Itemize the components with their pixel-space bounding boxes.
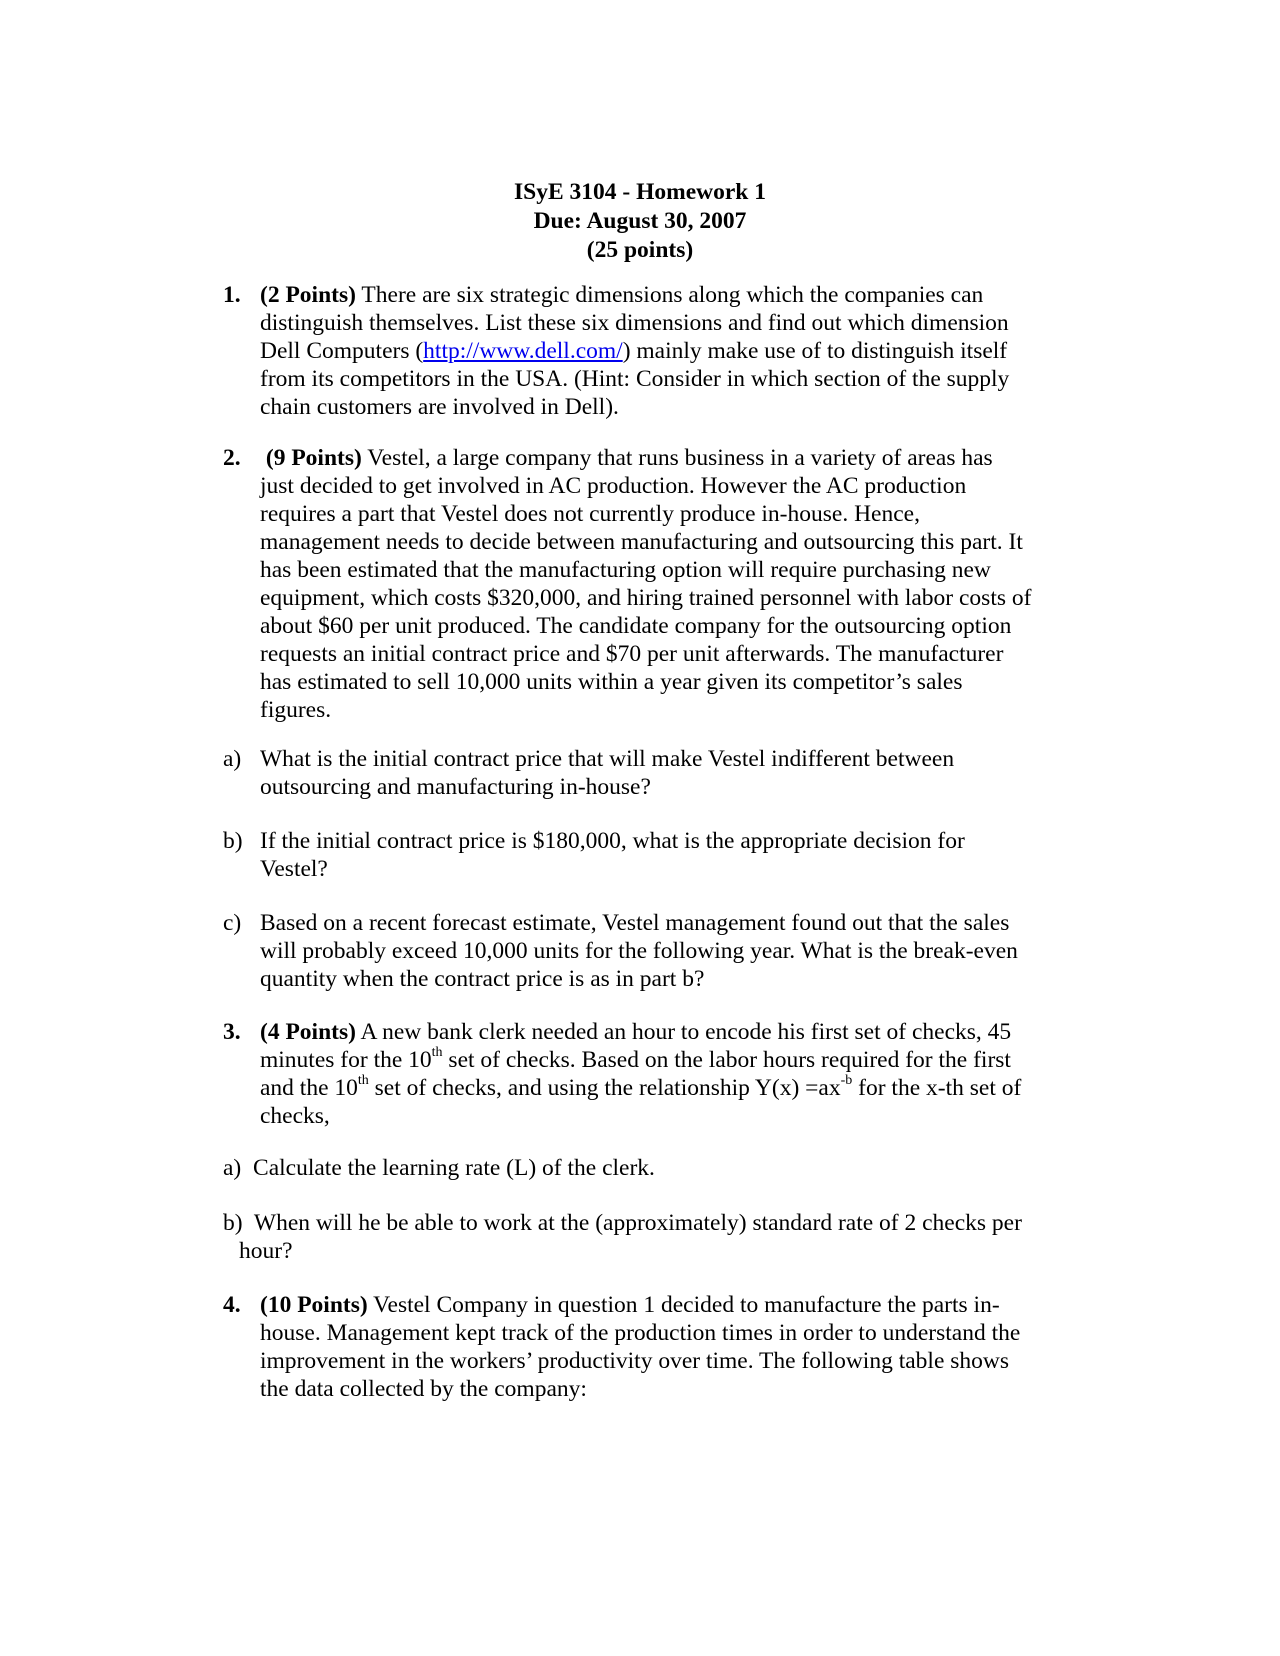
document-header <box>0 178 1280 265</box>
subquestion-label: c) <box>223 910 242 936</box>
question-points: (10 Points) <box>260 1292 368 1318</box>
due-date: Due: August 30, 2007 <box>533 208 747 234</box>
question-number: 1. <box>223 282 241 308</box>
homework-title: ISyE 3104 - Homework 1 <box>514 179 766 205</box>
question-number: 4. <box>223 1292 241 1318</box>
question-3a: a) Calculate the learning rate (L) of the clerk. <box>223 1155 655 1181</box>
subquestion-label: a) <box>223 1155 242 1181</box>
question-number: 3. <box>223 1019 241 1045</box>
document-page: ISyE 3104 - Homework 1 Due: August 30, 2007 (25 points) 1. (2 Points) There are six strategic dimensions along which the companies can distinguish themselves. List these six dimensions and find out which dimension Dell Computers (http://www.dell.com/) mainly make use of to distinguish itself from its competitors in the USA. (Hint: Consider in which section of the supply chain customers are involved in Dell). 2. (9 Points) Vestel, a large company that runs business in a variety of areas has just decided to get involved in AC production. However the AC production requires a part that Vestel does not currently produce in-house. Hence, management needs to decide between manufacturing and outsourcing this part. It has been estimated that the manufacturing option will require purchasing new equipment, which costs $320,000, and hiring trained personnel with labor costs of about $60 per unit produced. The candidate company for the outsourcing option requests an initial contract price and $70 per unit afterwards. The manufacturer has estimated to sell 10,000 units within a year given its competitor’s sales figures. a) What is the initial contract price that will make Vestel indifferent between outsourcing and manufacturing in-house? b) If the initial contract price is $180,000, what is the appropriate decision for Vestel? c) Based on a recent forecast estimate, Vestel management found out that the sales will probably exceed 10,000 units for the following year. What is the break-even quantity when the contract price is as in part b? 3. (4 Points) A new bank clerk needed an hour to encode his first set of checks, 45 minutes for the 10th set of checks. Based on the labor hours required for the first and the 10th set of checks, and using the relationship $Y(x) =ax^{-b}$ for the x-th set of checks, a) Calculate the learning rate (L) of the clerk. b) When will he be able to work at the (approximately) standard rate of 2 checks per hour? 4. (10 Points) Vestel Company in question 1 decided to manufacture the parts in- house. Management kept track of the production times in order to understand the improvement in the workers’ productivity over time. The following table shows the data collected by the company: <box>0 0 1280 1656</box>
question-points: (9 Points) <box>265 445 362 471</box>
subquestion-label: b) <box>223 828 243 854</box>
question-number: 2. <box>223 445 241 471</box>
subquestion-label: a) <box>223 746 242 772</box>
subquestion-label: b) <box>223 1210 243 1236</box>
question-points: (4 Points) <box>260 1019 356 1045</box>
question-3b: b) When will he be able to work at the (approximately) standard rate of 2 checks per hour? <box>223 1210 1022 1264</box>
total-points: (25 points) <box>586 237 694 263</box>
question-points: (2 Points) <box>260 282 356 308</box>
dell-link[interactable]: http://www.dell.com/ <box>423 338 623 364</box>
